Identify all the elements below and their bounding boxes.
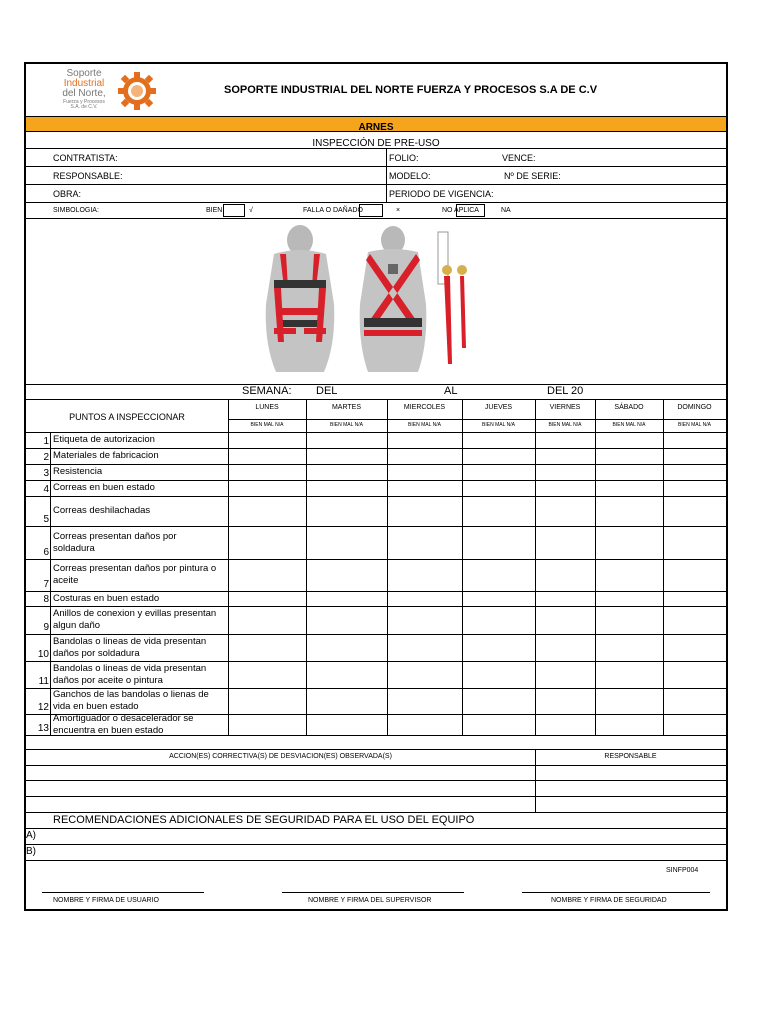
check-cell[interactable] xyxy=(388,689,461,713)
check-cell[interactable] xyxy=(596,592,662,605)
item-label-cont: vida en buen estado xyxy=(53,701,139,712)
responsable-label: RESPONSABLE: xyxy=(53,171,123,181)
day-subheader: BIEN MAL N/A xyxy=(482,422,515,428)
check-cell[interactable] xyxy=(664,607,725,633)
item-number: 2 xyxy=(43,452,49,463)
check-cell[interactable] xyxy=(388,662,461,687)
item-number: 11 xyxy=(38,676,49,687)
item-number: 13 xyxy=(37,723,49,734)
check-cell[interactable] xyxy=(307,592,386,605)
check-cell[interactable] xyxy=(388,607,461,633)
firma-usuario: NOMBRE Y FIRMA DE USUARIO xyxy=(53,897,159,904)
check-cell[interactable] xyxy=(229,607,305,633)
check-cell[interactable] xyxy=(664,449,725,463)
check-cell[interactable] xyxy=(229,560,305,590)
item-label: Materiales de fabricacion xyxy=(53,450,159,461)
company-title: SOPORTE INDUSTRIAL DEL NORTE FUERZA Y PROCESOS S.A DE C.V xyxy=(224,84,598,96)
item-label-cont: encuentra en buen estado xyxy=(53,724,164,736)
form-code: SINFP004 xyxy=(666,867,699,874)
inspection-row xyxy=(26,480,228,496)
check-cell[interactable] xyxy=(596,527,662,558)
day-subheader: BIEN MAL N/A xyxy=(612,422,646,428)
check-cell[interactable] xyxy=(536,715,594,734)
check-cell[interactable] xyxy=(536,481,594,495)
recomendacion-a: A) xyxy=(26,830,36,841)
check-cell[interactable] xyxy=(229,497,305,525)
check-cell[interactable] xyxy=(229,527,305,558)
lanyard-image xyxy=(434,224,474,376)
check-cell[interactable] xyxy=(388,433,461,447)
check-cell[interactable] xyxy=(536,465,594,479)
check-cell[interactable] xyxy=(463,449,534,463)
item-number: 6 xyxy=(43,547,49,558)
check-cell[interactable] xyxy=(229,592,305,605)
item-label-cont: algun daño xyxy=(53,620,101,631)
harness-front-image xyxy=(254,224,346,376)
inspection-row xyxy=(26,606,228,634)
check-cell[interactable] xyxy=(536,433,594,447)
item-label: Etiqueta de autorizacion xyxy=(53,434,155,445)
item-number: 5 xyxy=(43,514,49,525)
day-header: VIERNES xyxy=(549,404,581,411)
inspection-row xyxy=(26,432,228,448)
day-subheader: BIEN MAL N/A xyxy=(678,422,711,428)
day-header: DOMINGO xyxy=(677,404,712,411)
check-cell[interactable] xyxy=(388,635,461,660)
logo-line: Soporte xyxy=(66,68,102,79)
check-cell[interactable] xyxy=(388,527,461,558)
item-label: Correas en buen estado xyxy=(53,482,155,493)
inspection-row xyxy=(26,714,228,735)
day-header: JUEVES xyxy=(484,404,513,411)
check-cell[interactable] xyxy=(664,527,725,558)
check-cell[interactable] xyxy=(463,465,534,479)
check-cell[interactable] xyxy=(307,449,386,463)
item-label: Correas deshilachadas xyxy=(53,505,151,516)
firma-supervisor: NOMBRE Y FIRMA DEL SUPERVISOR xyxy=(308,897,432,904)
check-cell[interactable] xyxy=(307,497,386,525)
check-cell[interactable] xyxy=(229,662,305,687)
contratista-label: CONTRATISTA: xyxy=(53,153,118,163)
item-number: 12 xyxy=(37,702,49,713)
logo-line: Fuerza y Procesos xyxy=(63,99,105,105)
check-cell[interactable] xyxy=(388,497,461,525)
semana-al: AL xyxy=(444,385,458,397)
harness-back-image xyxy=(352,224,434,376)
banner-title: ARNES xyxy=(358,122,394,133)
day-header: SÁBADO xyxy=(614,404,644,411)
item-number: 8 xyxy=(43,594,49,605)
item-number: 10 xyxy=(37,649,49,660)
inspection-row xyxy=(26,591,228,606)
day-header: MIERCOLES xyxy=(403,404,446,411)
check-cell[interactable] xyxy=(596,689,662,713)
check-cell[interactable] xyxy=(596,635,662,660)
check-cell[interactable] xyxy=(536,592,594,605)
check-cell[interactable] xyxy=(664,433,725,447)
item-label: Correas presentan daños por xyxy=(53,530,177,542)
item-label-cont: soldadura xyxy=(53,542,95,554)
inspection-row xyxy=(26,526,228,559)
check-cell[interactable] xyxy=(664,635,725,660)
item-number: 4 xyxy=(43,484,49,495)
inspection-row xyxy=(26,464,228,480)
acciones-header: ACCION(ES) CORRECTIVA(S) DE DESVIACION(ES) OBSERVADA(S) xyxy=(169,753,392,760)
check-cell[interactable] xyxy=(463,689,534,713)
check-cell[interactable] xyxy=(596,449,662,463)
inspection-row xyxy=(26,661,228,688)
check-cell[interactable] xyxy=(463,433,534,447)
check-cell[interactable] xyxy=(463,497,534,525)
falla-label: FALLA O DAÑADO xyxy=(303,207,363,214)
check-cell[interactable] xyxy=(664,592,725,605)
recomendacion-b: B) xyxy=(26,846,36,857)
check-cell[interactable] xyxy=(463,592,534,605)
day-header: MARTES xyxy=(331,404,362,411)
item-label: Anillos de conexion y evillas presentan xyxy=(53,608,217,619)
semana-label: SEMANA: xyxy=(242,385,292,397)
check-cell[interactable] xyxy=(463,635,534,660)
check-cell[interactable] xyxy=(307,433,386,447)
check-cell[interactable] xyxy=(388,449,461,463)
check-cell[interactable] xyxy=(664,560,725,590)
gear-logo-icon xyxy=(116,70,158,112)
inspection-form xyxy=(24,62,728,911)
check-cell[interactable] xyxy=(596,607,662,633)
check-cell[interactable] xyxy=(307,560,386,590)
vence-label: VENCE: xyxy=(502,153,536,163)
check-cell[interactable] xyxy=(664,465,725,479)
check-cell[interactable] xyxy=(307,481,386,495)
check-cell[interactable] xyxy=(307,715,386,734)
item-label: Ganchos de las bandolas o lienas de xyxy=(53,689,209,700)
check-cell[interactable] xyxy=(664,481,725,495)
check-cell[interactable] xyxy=(388,715,461,734)
item-label-cont: daños por aceite o pintura xyxy=(53,674,163,686)
inspection-row xyxy=(26,688,228,714)
check-cell[interactable] xyxy=(388,592,461,605)
day-subheader: BIEN MAL N/A xyxy=(548,422,582,428)
check-cell[interactable] xyxy=(536,607,594,633)
check-cell[interactable] xyxy=(463,527,534,558)
check-cell[interactable] xyxy=(664,497,725,525)
company-logo xyxy=(52,68,162,116)
check-cell[interactable] xyxy=(307,465,386,479)
check-cell[interactable] xyxy=(229,449,305,463)
noaplica-label: NO APLICA xyxy=(442,207,479,214)
check-cell[interactable] xyxy=(463,715,534,734)
logo-line: S.A. de C.V. xyxy=(70,104,98,110)
check-cell[interactable] xyxy=(463,662,534,687)
day-header: LUNES xyxy=(255,404,279,411)
semana-del: DEL xyxy=(316,385,338,397)
check-cell[interactable] xyxy=(307,607,386,633)
puntos-header: PUNTOS A INSPECCIONAR xyxy=(69,412,185,422)
inspection-row xyxy=(26,634,228,661)
check-cell[interactable] xyxy=(536,635,594,660)
check-cell[interactable] xyxy=(664,662,725,687)
periodo-label: PERIODO DE VIGENCIA: xyxy=(389,189,494,199)
check-cell[interactable] xyxy=(536,449,594,463)
simbologia-label: SIMBOLOGIA: xyxy=(53,207,99,214)
day-subheader: BIEN MAL N/A xyxy=(408,422,441,428)
check-cell[interactable] xyxy=(596,497,662,525)
item-label: Amortiguador o desacelerador se xyxy=(53,712,194,724)
modelo-label: MODELO: xyxy=(389,171,431,181)
check-cell[interactable] xyxy=(229,481,305,495)
form-subtitle: INSPECCIÓN DE PRE-USO xyxy=(312,138,440,149)
firma-seguridad: NOMBRE Y FIRMA DE SEGURIDAD xyxy=(551,897,667,904)
item-label: Resistencia xyxy=(53,466,103,477)
noaplica-symbol: NA xyxy=(501,207,511,214)
check-cell[interactable] xyxy=(536,689,594,713)
check-cell[interactable] xyxy=(536,527,594,558)
check-cell[interactable] xyxy=(536,662,594,687)
check-cell[interactable] xyxy=(388,465,461,479)
item-number: 7 xyxy=(43,579,49,590)
item-label: Bandolas o lineas de vida presentan xyxy=(53,635,207,647)
item-label-cont: daños por soldadura xyxy=(53,647,140,659)
obra-label: OBRA: xyxy=(53,189,82,199)
day-subheader: BIEN MAL N/A xyxy=(330,422,363,428)
logo-line: del Norte, xyxy=(62,88,106,99)
inspection-row xyxy=(26,559,228,591)
check-cell[interactable] xyxy=(536,560,594,590)
item-label: Bandolas o lineas de vida presentan xyxy=(53,662,207,674)
check-cell[interactable] xyxy=(596,662,662,687)
item-number: 1 xyxy=(43,436,49,447)
check-cell[interactable] xyxy=(536,497,594,525)
check-cell[interactable] xyxy=(596,560,662,590)
recomendaciones-title: RECOMENDACIONES ADICIONALES DE SEGURIDAD PARA EL USO DEL EQUIPO xyxy=(53,814,475,826)
item-label: Correas presentan daños por pintura o xyxy=(53,563,217,574)
check-cell[interactable] xyxy=(388,560,461,590)
check-cell[interactable] xyxy=(596,433,662,447)
item-label-cont: aceite xyxy=(53,575,79,586)
serie-label: Nº DE SERIE: xyxy=(504,171,561,181)
check-cell[interactable] xyxy=(229,635,305,660)
check-cell[interactable] xyxy=(463,481,534,495)
bien-label: BIEN xyxy=(206,207,223,214)
check-cell[interactable] xyxy=(307,662,386,687)
logo-line: Industrial xyxy=(63,78,105,89)
item-label: Costuras en buen estado xyxy=(53,592,160,604)
form-banner xyxy=(26,117,726,131)
check-cell[interactable] xyxy=(664,689,725,713)
check-cell[interactable] xyxy=(388,481,461,495)
bien-symbol: √ xyxy=(249,207,253,214)
check-cell[interactable] xyxy=(229,465,305,479)
day-subheader: BIEN MAL N/A xyxy=(250,422,284,428)
check-cell[interactable] xyxy=(229,689,305,713)
semana-del20: DEL 20 xyxy=(547,385,584,397)
check-cell[interactable] xyxy=(596,715,662,734)
inspection-row xyxy=(26,496,228,526)
check-cell[interactable] xyxy=(229,433,305,447)
check-cell[interactable] xyxy=(307,527,386,558)
acciones-responsable-header: RESPONSABLE xyxy=(604,753,657,760)
check-cell[interactable] xyxy=(596,465,662,479)
check-cell[interactable] xyxy=(307,635,386,660)
folio-label: FOLIO: xyxy=(389,153,419,163)
check-cell[interactable] xyxy=(463,560,534,590)
check-cell[interactable] xyxy=(307,689,386,713)
check-cell[interactable] xyxy=(664,715,725,734)
check-cell[interactable] xyxy=(596,481,662,495)
check-cell[interactable] xyxy=(229,715,305,734)
item-number: 3 xyxy=(43,468,49,479)
inspection-row xyxy=(26,448,228,464)
check-cell[interactable] xyxy=(463,607,534,633)
falla-symbol: × xyxy=(396,207,401,214)
item-number: 9 xyxy=(43,622,49,633)
